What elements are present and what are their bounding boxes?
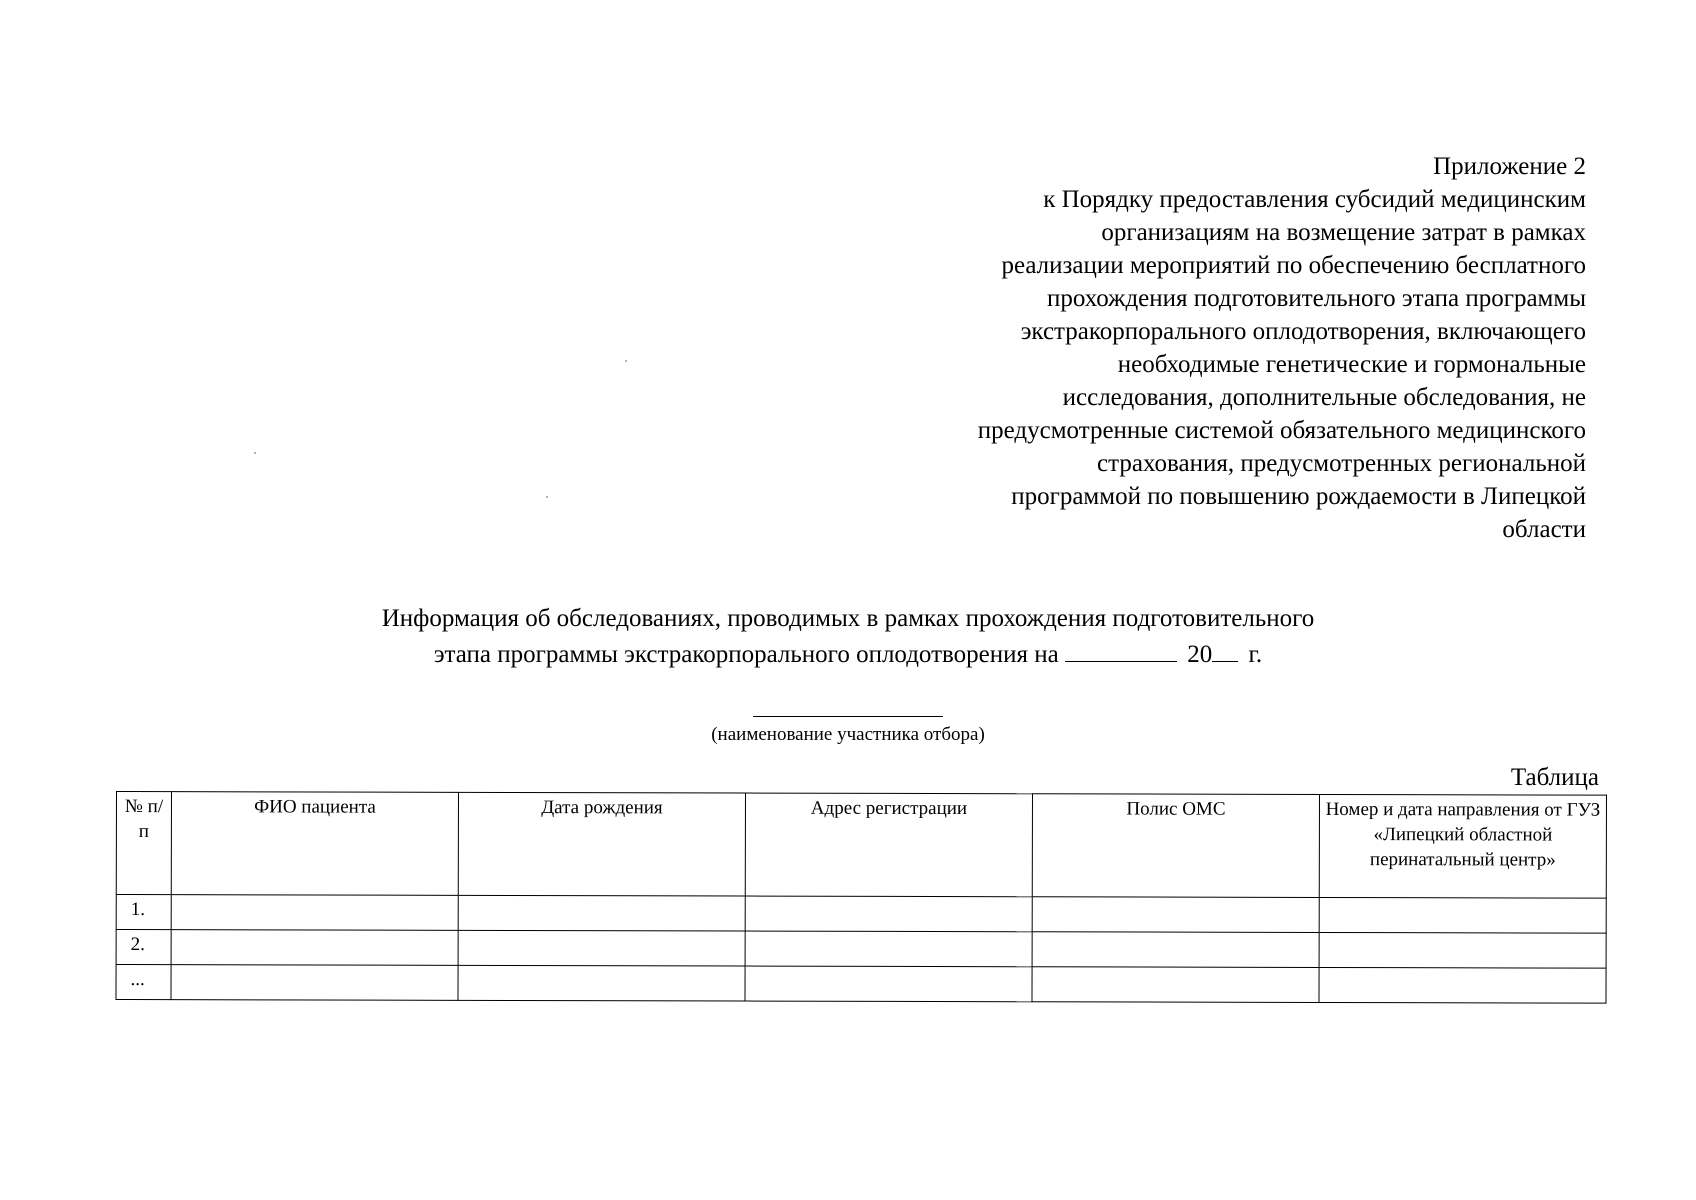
cell-oms-policy [1032, 932, 1319, 968]
header-referral: Номер и дата направления от ГУЗ «Липецкий областной перинатальный центр» [1319, 794, 1606, 898]
table-row [116, 895, 1606, 934]
appendix-line: экстракорпорального оплодотворения, включающего [1020, 318, 1586, 345]
appendix-line: к Порядку предоставления субсидий медицинским [1043, 186, 1586, 213]
examinations-table [115, 791, 1607, 1004]
document-title [0, 602, 1696, 671]
cell-registration-address [745, 931, 1032, 967]
date-blank [1065, 635, 1177, 662]
cell-oms-policy [1032, 967, 1319, 1003]
cell-patient-name [171, 895, 458, 931]
table-header-row [116, 792, 1606, 899]
cell-patient-name [171, 930, 458, 966]
title-line-1: Информация об обследованиях, проводимых в рамках прохождения подготовительного [381, 605, 1315, 632]
table-label: Таблица [1510, 764, 1599, 791]
title-line-2 [0, 635, 1696, 671]
cell-oms-policy [1032, 897, 1319, 933]
year-suffix: г. [1248, 641, 1263, 668]
appendix-line: программой по повышению рождаемости в Липецкой [1011, 483, 1586, 510]
year-blank [1212, 635, 1238, 662]
participant-name-blank [753, 716, 943, 717]
appendix-line: необходимые генетические и гормональные [1117, 351, 1586, 378]
scan-speck [254, 452, 256, 454]
cell-patient-name [171, 965, 458, 1001]
header-registration-address: Адрес регистрации [745, 793, 1032, 897]
appendix-line: организациям на возмещение затрат в рамках [1101, 219, 1586, 246]
cell-birth-date [458, 930, 745, 966]
appendix-line: прохождения подготовительного этапа программы [1046, 285, 1586, 312]
row-number: 2. [116, 930, 171, 965]
appendix-line: области [1502, 516, 1586, 543]
cell-birth-date [458, 895, 745, 931]
header-patient-name: ФИО пациента [171, 792, 458, 896]
appendix-line: Приложение 2 [1433, 153, 1586, 180]
cell-registration-address [745, 896, 1032, 932]
appendix-header [826, 150, 1586, 546]
header-number: № п/п [116, 792, 171, 895]
row-number: ... [116, 965, 171, 1000]
header-oms-policy: Полис ОМС [1032, 794, 1319, 898]
scan-speck [546, 496, 548, 498]
appendix-line: предусмотренные системой обязательного медицинского [977, 417, 1586, 444]
cell-registration-address [745, 966, 1032, 1002]
row-number: 1. [116, 895, 171, 930]
cell-referral [1319, 897, 1606, 933]
cell-referral [1319, 932, 1606, 968]
table-row [116, 930, 1606, 969]
scan-speck [625, 360, 627, 362]
appendix-line: исследования, дополнительные обследования, не [1062, 384, 1586, 411]
participant-field [0, 716, 1696, 747]
header-birth-date: Дата рождения [458, 792, 745, 896]
participant-caption: (наименование участника отбора) [711, 724, 985, 745]
cell-birth-date [458, 965, 745, 1001]
year-prefix: 20 [1187, 641, 1213, 668]
table-row [116, 965, 1606, 1004]
appendix-line: реализации мероприятий по обеспечению бесплатного [1001, 252, 1586, 279]
cell-referral [1319, 967, 1606, 1003]
appendix-line: страхования, предусмотренных региональной [1097, 450, 1586, 477]
title-line-2-text: этапа программы экстракорпорального оплодотворения на [433, 641, 1059, 668]
